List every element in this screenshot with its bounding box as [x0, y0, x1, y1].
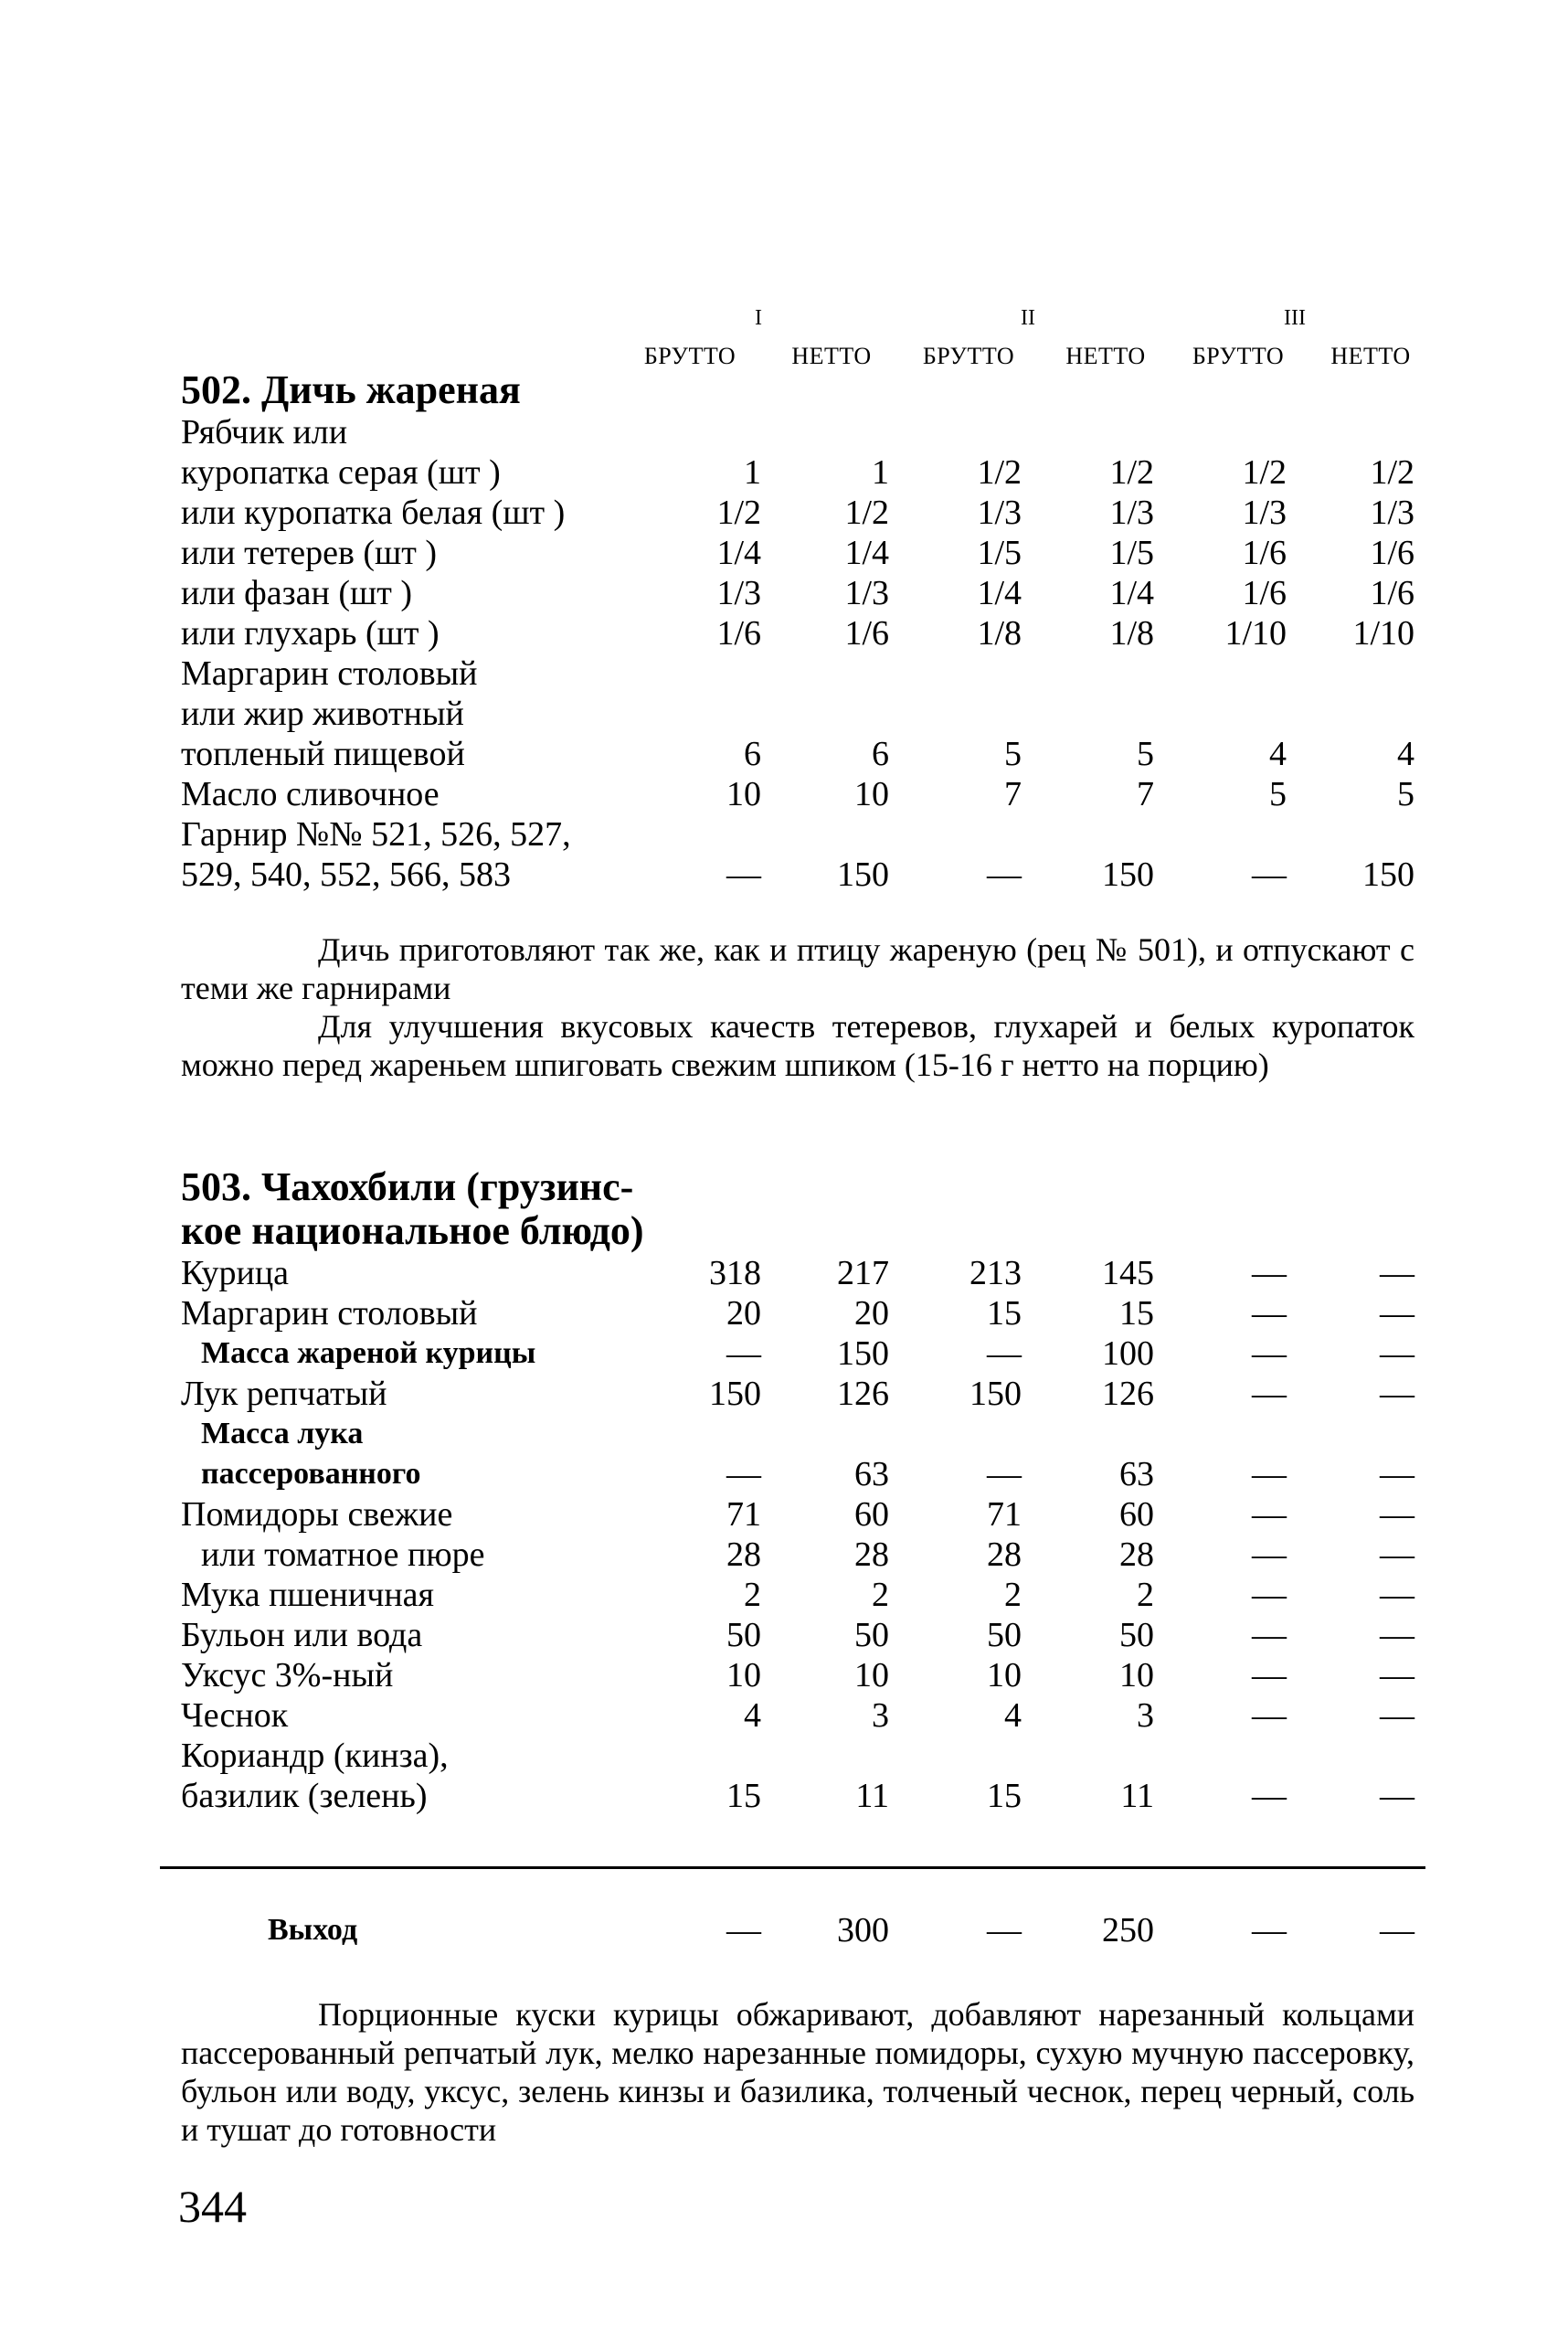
quantity-cell: 1/4	[716, 534, 761, 572]
table-row	[181, 694, 1414, 734]
output-value: —	[987, 1911, 1022, 1949]
table-row	[181, 814, 1414, 855]
table-row	[181, 1253, 1414, 1293]
table-row	[181, 653, 1414, 694]
quantity-cell: 10	[987, 1656, 1022, 1694]
ingredient-name: или тетерев (шт )	[181, 534, 438, 572]
row-values	[181, 412, 1414, 452]
quantity-cell: 10	[854, 1656, 889, 1694]
quantity-cell: 50	[1119, 1616, 1154, 1654]
quantity-cell: —	[1380, 1576, 1414, 1614]
quantity-cell: —	[1380, 1495, 1414, 1534]
quantity-cell: 145	[1102, 1254, 1154, 1292]
table-row	[181, 1776, 1414, 1816]
quantity-cell: 5	[1269, 775, 1287, 813]
table-row	[181, 1454, 1414, 1494]
quantity-cell: 100	[1102, 1334, 1154, 1373]
quantity-cell: 5	[1397, 775, 1414, 813]
output-label: Выход	[268, 1913, 358, 1947]
row-values	[181, 1695, 1414, 1736]
quantity-cell: —	[1252, 1696, 1287, 1735]
quantity-cell: 28	[987, 1535, 1022, 1574]
row-values	[181, 1253, 1414, 1293]
output-value: —	[1252, 1911, 1287, 1949]
quantity-cell: 1/10	[1224, 614, 1287, 653]
group-header-2: II	[1021, 306, 1035, 330]
quantity-cell: —	[1380, 1334, 1414, 1373]
quantity-cell: 3	[872, 1696, 889, 1735]
quantity-cell: 15	[987, 1294, 1022, 1333]
quantity-cell: —	[1380, 1535, 1414, 1574]
ingredient-name: Курица	[181, 1254, 290, 1292]
ingredient-name: или глухарь (шт )	[181, 614, 440, 653]
output-value: 250	[1102, 1911, 1154, 1949]
quantity-cell: 7	[1137, 775, 1154, 813]
recipe-503-table	[181, 1253, 1414, 1816]
ingredient-name: Чеснок	[181, 1696, 289, 1735]
quantity-cell: 150	[969, 1375, 1022, 1413]
row-values	[181, 452, 1414, 493]
quantity-cell: —	[1380, 1616, 1414, 1654]
table-row	[181, 1535, 1414, 1575]
ingredient-name: куропатка серая (шт )	[181, 453, 501, 492]
quantity-cell: 1/4	[844, 534, 889, 572]
table-row	[181, 452, 1414, 493]
quantity-cell: —	[1252, 1334, 1287, 1373]
quantity-cell: —	[1252, 1254, 1287, 1292]
quantity-cell: 28	[854, 1535, 889, 1574]
table-row	[181, 1695, 1414, 1736]
quantity-cell: —	[987, 855, 1022, 894]
table-row	[181, 1575, 1414, 1615]
table-row	[181, 1374, 1414, 1414]
row-values	[181, 1776, 1414, 1816]
quantity-cell: 4	[744, 1696, 761, 1735]
quantity-cell: —	[726, 1455, 761, 1493]
recipe-502-note-1: Дичь приготовляют так же, как и птицу жареную (рец № 501), и отпускают с теми же гарнирами	[181, 931, 1414, 1006]
ingredient-name: Лук репчатый	[181, 1375, 387, 1413]
row-values	[181, 1494, 1414, 1535]
quantity-cell: —	[1380, 1777, 1414, 1815]
quantity-cell: 1/2	[716, 494, 761, 532]
recipe-503	[181, 1165, 1414, 1816]
quantity-cell: 2	[1137, 1576, 1154, 1614]
quantity-cell: 1/3	[716, 574, 761, 612]
ingredient-name: Масло сливочное	[181, 775, 440, 813]
quantity-cell: 2	[744, 1576, 761, 1614]
quantity-cell: 150	[709, 1375, 761, 1413]
row-values	[181, 1615, 1414, 1655]
quantity-cell: 1/3	[977, 494, 1022, 532]
table-row	[181, 1655, 1414, 1695]
quantity-cell: 20	[726, 1294, 761, 1333]
quantity-cell: 1/4	[1109, 574, 1154, 612]
quantity-cell: 150	[1362, 855, 1414, 894]
table-row	[181, 774, 1414, 814]
quantity-cell: —	[1380, 1696, 1414, 1735]
quantity-cell: 4	[1004, 1696, 1022, 1735]
ingredient-name: или фазан (шт )	[181, 574, 413, 612]
quantity-cell: 71	[987, 1495, 1022, 1534]
quantity-cell: 217	[837, 1254, 889, 1292]
quantity-cell: —	[1380, 1254, 1414, 1292]
subheader-brutto-3: БРУТТО	[1192, 343, 1285, 369]
quantity-cell: 28	[1119, 1535, 1154, 1574]
subheader-brutto-1: БРУТТО	[643, 343, 736, 369]
quantity-cell: 1/2	[1109, 453, 1154, 492]
quantity-cell: 1/2	[1242, 453, 1287, 492]
row-values	[181, 613, 1414, 653]
quantity-cell: —	[1252, 1656, 1287, 1694]
quantity-cell: —	[1380, 1375, 1414, 1413]
quantity-cell: 20	[854, 1294, 889, 1333]
quantity-cell: —	[987, 1455, 1022, 1493]
table-row	[181, 1414, 1414, 1454]
ingredient-name: Масса лука	[201, 1417, 364, 1450]
ingredient-name: или томатное пюре	[201, 1535, 485, 1574]
table-row	[181, 533, 1414, 573]
ingredient-name: или жир животный	[181, 695, 464, 733]
recipe-503-title-line-1: 503. Чахохбили (грузинс-	[181, 1164, 634, 1209]
quantity-cell: 318	[709, 1254, 761, 1292]
ingredient-name: Бульон или вода	[181, 1616, 423, 1654]
recipe-503-output-row	[181, 1908, 1414, 1952]
quantity-cell: 6	[872, 735, 889, 773]
ingredient-name: Мука пшеничная	[181, 1576, 435, 1614]
row-values	[181, 573, 1414, 613]
table-row	[181, 734, 1414, 774]
ingredient-name: пассерованного	[201, 1457, 421, 1491]
quantity-cell: 4	[1397, 735, 1414, 773]
quantity-cell: 1/6	[1370, 574, 1414, 612]
quantity-cell: —	[1252, 1495, 1287, 1534]
row-values	[181, 734, 1414, 774]
quantity-cell: —	[726, 1334, 761, 1373]
row-values	[181, 1655, 1414, 1695]
row-values	[181, 1736, 1414, 1776]
quantity-cell: 2	[872, 1576, 889, 1614]
recipe-502-note-2: Для улучшения вкусовых качеств тетеревов, глухарей и белых куропаток можно перед жареньем шпиговать свежим шпиком (15-16 г нетто на порцию)	[181, 1008, 1414, 1083]
row-values	[181, 694, 1414, 734]
ingredient-name: Рябчик или	[181, 413, 348, 451]
quantity-cell: 60	[854, 1495, 889, 1534]
ingredient-name: базилик (зелень)	[181, 1777, 428, 1815]
recipe-503-title-line-2: кое национальное блюдо)	[181, 1208, 644, 1253]
subheader-netto-3: НЕТТО	[1330, 343, 1411, 369]
quantity-cell: 6	[744, 735, 761, 773]
quantity-cell: 5	[1004, 735, 1022, 773]
quantity-cell: 1	[744, 453, 761, 492]
quantity-cell: 1/6	[1242, 574, 1287, 612]
table-row	[181, 1615, 1414, 1655]
quantity-cell: 1/8	[977, 614, 1022, 653]
ingredient-name: Уксус 3%-ный	[181, 1656, 394, 1694]
quantity-cell: 1/2	[1370, 453, 1414, 492]
subheader-brutto-2: БРУТТО	[922, 343, 1015, 369]
subheader-netto-2: НЕТТО	[1065, 343, 1146, 369]
row-values	[181, 814, 1414, 855]
output-value: 300	[837, 1911, 889, 1949]
quantity-cell: —	[1252, 1576, 1287, 1614]
quantity-cell: 3	[1137, 1696, 1154, 1735]
quantity-cell: 213	[969, 1254, 1022, 1292]
quantity-cell: 63	[1119, 1455, 1154, 1493]
quantity-cell: —	[1252, 1375, 1287, 1413]
page-number: 344	[178, 2181, 247, 2232]
quantity-cell: 60	[1119, 1495, 1154, 1534]
row-values	[181, 1333, 1414, 1374]
ingredient-name: топленый пищевой	[181, 735, 465, 773]
quantity-cell: 126	[837, 1375, 889, 1413]
quantity-cell: 1/6	[716, 614, 761, 653]
ingredient-name: Масса жареной курицы	[201, 1336, 536, 1370]
quantity-cell: 11	[1120, 1777, 1154, 1815]
table-row	[181, 855, 1414, 895]
quantity-cell: 28	[726, 1535, 761, 1574]
recipe-502-table	[181, 412, 1414, 895]
ingredient-name: Маргарин столовый	[181, 654, 478, 693]
quantity-cell: 10	[1119, 1656, 1154, 1694]
quantity-cell: 1/2	[977, 453, 1022, 492]
ingredient-name: Кориандр (кинза),	[181, 1737, 449, 1775]
quantity-cell: 1/6	[1242, 534, 1287, 572]
quantity-cell: 1/3	[1370, 494, 1414, 532]
quantity-cell: 1/4	[977, 574, 1022, 612]
quantity-cell: —	[1252, 1616, 1287, 1654]
group-header-1: I	[755, 306, 762, 330]
quantity-cell: 1/3	[1109, 494, 1154, 532]
quantity-cell: 15	[1119, 1294, 1154, 1333]
quantity-cell: —	[1252, 1455, 1287, 1493]
quantity-cell: —	[1252, 1294, 1287, 1333]
quantity-cell: 11	[855, 1777, 889, 1815]
quantity-cell: 71	[726, 1495, 761, 1534]
quantity-cell: 63	[854, 1455, 889, 1493]
quantity-cell: 10	[854, 775, 889, 813]
table-row	[181, 493, 1414, 533]
quantity-cell: —	[1380, 1294, 1414, 1333]
quantity-cell: 1/3	[844, 574, 889, 612]
quantity-cell: 4	[1269, 735, 1287, 773]
quantity-cell: 1/2	[844, 494, 889, 532]
quantity-cell: 50	[854, 1616, 889, 1654]
quantity-cell: 5	[1137, 735, 1154, 773]
quantity-cell: 15	[987, 1777, 1022, 1815]
quantity-cell: 1	[872, 453, 889, 492]
quantity-cell: 1/5	[1109, 534, 1154, 572]
quantity-cell: —	[1252, 855, 1287, 894]
ingredient-name: Маргарин столовый	[181, 1294, 478, 1333]
quantity-cell: —	[1252, 1777, 1287, 1815]
quantity-cell: 50	[987, 1616, 1022, 1654]
quantity-cell: 50	[726, 1616, 761, 1654]
row-values	[181, 1414, 1414, 1454]
table-row	[181, 1494, 1414, 1535]
quantity-cell: —	[1380, 1455, 1414, 1493]
recipe-502-title: 502. Дичь жареная	[181, 367, 521, 412]
quantity-cell: 1/10	[1352, 614, 1414, 653]
table-row	[181, 573, 1414, 613]
quantity-cell: 7	[1004, 775, 1022, 813]
recipe-502-notes	[181, 930, 1414, 1084]
ingredient-name: Помидоры свежие	[181, 1495, 453, 1534]
subheader-netto-1: НЕТТО	[791, 343, 872, 369]
row-values	[181, 1293, 1414, 1333]
table-row	[181, 1293, 1414, 1333]
ingredient-name: 529, 540, 552, 566, 583	[181, 855, 511, 894]
table-divider	[160, 1866, 1425, 1869]
table-row	[181, 1736, 1414, 1776]
quantity-cell: —	[987, 1334, 1022, 1373]
quantity-cell: 150	[837, 855, 889, 894]
output-value: —	[726, 1911, 761, 1949]
quantity-cell: 2	[1004, 1576, 1022, 1614]
table-row	[181, 412, 1414, 452]
row-values	[181, 855, 1414, 895]
quantity-cell: 1/8	[1109, 614, 1154, 653]
row-values	[181, 1454, 1414, 1494]
recipe-502	[181, 368, 1414, 895]
row-values	[181, 533, 1414, 573]
row-values	[181, 653, 1414, 694]
quantity-cell: —	[726, 855, 761, 894]
row-values	[181, 1535, 1414, 1575]
quantity-cell: —	[1252, 1535, 1287, 1574]
table-row	[181, 613, 1414, 653]
quantity-cell: 10	[726, 775, 761, 813]
row-values	[181, 1575, 1414, 1615]
quantity-cell: 1/5	[977, 534, 1022, 572]
group-header-3: III	[1284, 306, 1306, 330]
recipe-503-note: Порционные куски курицы обжаривают, добавляют нарезанный кольцами пассерованный репчатый лук, мелко нарезанные помидоры, сухую мучную пассеровку, бульон или воду, уксус, зелень кинзы и базилика, толченый чеснок, перец черный, соль и тушат до готовности	[181, 1996, 1414, 2148]
row-values	[181, 774, 1414, 814]
output-value: —	[1380, 1911, 1414, 1949]
quantity-cell: 150	[837, 1334, 889, 1373]
quantity-cell: 1/6	[1370, 534, 1414, 572]
quantity-cell: —	[1380, 1656, 1414, 1694]
quantity-cell: 15	[726, 1777, 761, 1815]
quantity-cell: 1/3	[1242, 494, 1287, 532]
quantity-cell: 126	[1102, 1375, 1154, 1413]
ingredient-name: Гарнир №№ 521, 526, 527,	[181, 815, 571, 854]
ingredient-name: или куропатка белая (шт )	[181, 494, 566, 532]
table-row	[181, 1333, 1414, 1374]
row-values	[181, 1374, 1414, 1414]
recipe-503-notes	[181, 1995, 1414, 2149]
quantity-cell: 150	[1102, 855, 1154, 894]
quantity-cell: 1/6	[844, 614, 889, 653]
row-values	[181, 493, 1414, 533]
quantity-cell: 10	[726, 1656, 761, 1694]
